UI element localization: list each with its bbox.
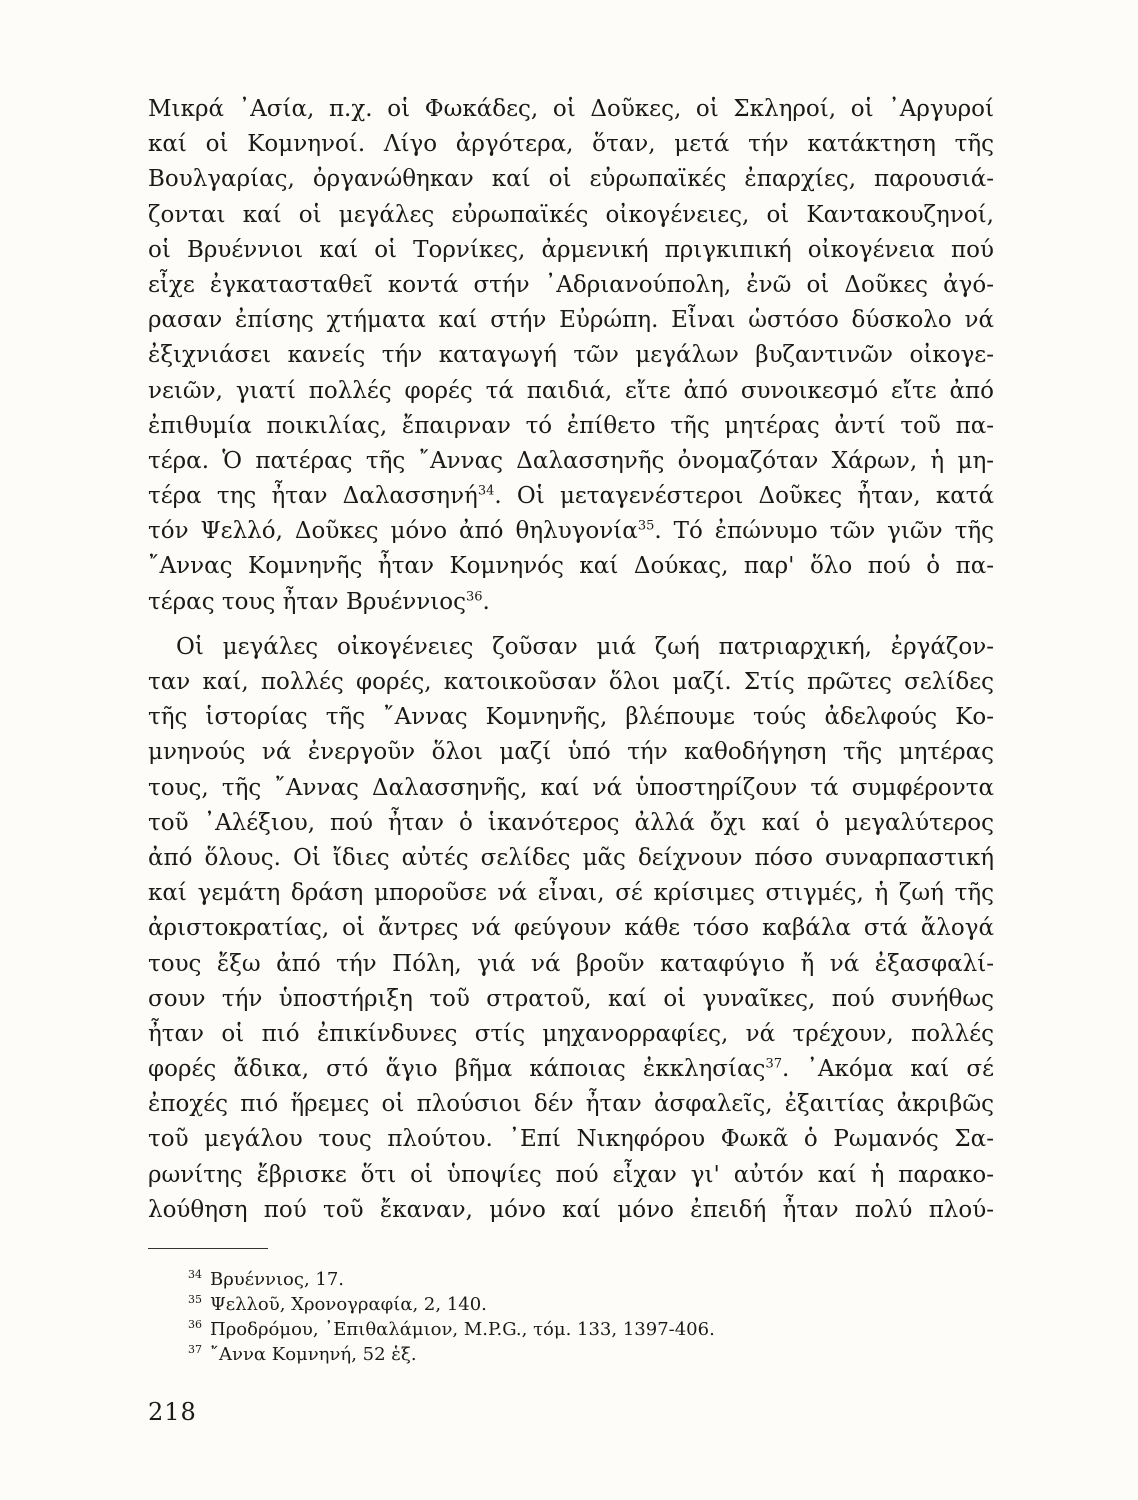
line-text: ἐποχές πιό ἥρεμες οἱ πλούσιοι δέν ἦταν ἀσφαλεῖς, ἐξαιτίας ἀκριβῶς: [148, 1091, 994, 1118]
text-line: [148, 947, 994, 982]
footnote-ref[interactable]: 37: [765, 1056, 782, 1072]
line-text: μνηνούς νά ἐνεργοῦν ὅλοι μαζί ὑπό τήν καθοδήγηση τῆς μητέρας: [148, 739, 994, 766]
text-line: [148, 735, 994, 770]
footnote-divider: [148, 1248, 268, 1249]
line-text-after-ref: . ᾿Ακόμα καί σέ: [781, 1056, 994, 1083]
text-line: [148, 338, 994, 373]
line-text-after-ref: . Οἱ μεταγενέστεροι Δοῦκες ἦταν, κατά: [494, 483, 994, 510]
line-text-after-ref: . Τό ἐπώνυμο τῶν γιῶν τῆς: [654, 518, 994, 545]
line-text: τους, τῆς ῎Αννας Δαλασσηνῆς, καί νά ὑποστηρίζουν τά συμφέροντα: [148, 774, 994, 801]
line-text: καί οἱ Κομνηνοί. Λίγο ἀργότερα, ὅταν, μετά τήν κατάκτηση τῆς: [148, 131, 994, 158]
line-text: ἐπιθυμία ποικιλίας, ἔπαιρναν τό ἐπίθετο τῆς μητέρας ἀντί τοῦ πα-: [148, 412, 994, 439]
text-line: [148, 1087, 994, 1122]
line-text: ἀπό ὅλους. Οἱ ἴδιες αὐτές σελίδες μᾶς δείχνουν πόσο συναρπαστική: [148, 844, 994, 871]
text-line: [148, 233, 994, 268]
text-line: [148, 127, 994, 162]
text-line: [148, 1193, 994, 1228]
line-text: ἀριστοκρατίας, οἱ ἄντρες νά φεύγουν κάθε τόσο καβάλα στά ἄλογά: [148, 915, 994, 942]
line-text: τῆς ἱστορίας τῆς ῎Αννας Κομνηνῆς, βλέπουμε τούς ἀδελφούς Κο-: [148, 704, 994, 731]
footnote-text: Ψελλοῦ, Χρονογραφία, 2, 140.: [210, 1294, 487, 1315]
line-text: εἶχε ἐγκατασταθεῖ κοντά στήν ᾿Αδριανούπολη, ἐνῶ οἱ Δοῦκες ἀγό-: [148, 271, 994, 298]
footnote: [188, 1312, 715, 1340]
footnote-ref[interactable]: 34: [477, 483, 495, 499]
footnote-ref[interactable]: 36: [466, 588, 483, 604]
line-text: τέρα. Ὁ πατέρας τῆς ῎Αννας Δαλασσηνῆς ὀνομαζόταν Χάρων, ἡ μη-: [148, 447, 994, 474]
line-text: τοῦ ᾿Αλέξιου, πού ἦταν ὁ ἱκανότερος ἀλλά ὄχι καί ὁ μεγαλύτερος: [148, 809, 994, 836]
text-line: [148, 479, 994, 514]
text-line: [148, 1122, 994, 1157]
text-line: [148, 911, 994, 946]
footnote-number: 37: [188, 1343, 202, 1356]
line-text: Βουλγαρίας, ὀργανώθηκαν καί οἱ εὐρωπαϊκές ἐπαρχίες, παρουσιά-: [148, 166, 994, 193]
line-text: τέρα της ἦταν Δαλασσηνή: [148, 483, 478, 510]
footnote: [188, 1287, 715, 1315]
footnote: [188, 1262, 715, 1290]
text-line: [148, 374, 994, 409]
line-text: τέρας τους ἦταν Βρυέννιος: [148, 588, 466, 615]
text-line: [148, 514, 994, 549]
text-line: [148, 630, 994, 665]
text-line: [148, 409, 994, 444]
line-text: ζονται καί οἱ μεγάλες εὐρωπαϊκές οἰκογένειες, οἱ Καντακουζηνοί,: [148, 201, 994, 228]
line-text: τοῦ μεγάλου τους πλούτου. ᾿Επί Νικηφόρου Φωκᾶ ὁ Ρωμανός Σα-: [148, 1126, 994, 1153]
text-line: [148, 303, 994, 338]
text-line: [148, 92, 994, 127]
footnote-text: Βρυέννιος, 17.: [210, 1269, 345, 1290]
footnote-number: 36: [188, 1318, 202, 1331]
text-line: [148, 444, 994, 479]
line-text: φορές ἄδικα, στό ἅγιο βῆμα κάποιας ἐκκλησίας: [148, 1056, 766, 1083]
text-line: [148, 549, 994, 584]
line-text: ρωνίτης ἔβρισκε ὅτι οἱ ὑποψίες πού εἶχαν γι' αὐτόν καί ἡ παρακο-: [148, 1161, 994, 1188]
paragraph-gap: [148, 620, 994, 630]
body-text: [148, 92, 994, 1228]
line-text: λούθηση πού τοῦ ἔκαναν, μόνο καί μόνο ἐπειδή ἦταν πολύ πλού-: [148, 1196, 994, 1223]
footnote-number: 35: [188, 1293, 202, 1306]
text-line: [148, 806, 994, 841]
line-text: ἐξιχνιάσει κανείς τήν καταγωγή τῶν μεγάλων βυζαντινῶν οἰκογε-: [148, 342, 994, 369]
footnote: [188, 1337, 715, 1365]
line-text: ῎Αννας Κομνηνῆς ἦταν Κομνηνός καί Δούκας, παρ' ὅλο πού ὁ πα-: [148, 553, 994, 580]
line-text: καί γεμάτη δράση μποροῦσε νά εἶναι, σέ κρίσιμες στιγμές, ἡ ζωή τῆς: [148, 880, 994, 907]
text-line: [148, 665, 994, 700]
line-text: νειῶν, γιατί πολλές φορές τά παιδιά, εἴτε ἀπό συνοικεσμό εἴτε ἀπό: [148, 377, 994, 404]
line-text: οἱ Βρυέννιοι καί οἱ Τορνίκες, ἀρμενική πριγκιπική οἰκογένεια πού: [148, 236, 994, 263]
line-text: ταν καί, πολλές φορές, κατοικοῦσαν ὅλοι μαζί. Στίς πρῶτες σελίδες: [148, 669, 994, 695]
line-text: τους ἔξω ἀπό τήν Πόλη, γιά νά βροῦν καταφύγιο ἤ νά ἐξασφαλί-: [148, 950, 994, 977]
text-line: [148, 841, 994, 876]
text-line: [148, 162, 994, 197]
text-line: [148, 982, 994, 1017]
line-text: Οἱ μεγάλες οἰκογένειες ζοῦσαν μιά ζωή πατριαρχική, ἐργάζον-: [176, 633, 994, 660]
footnote-ref[interactable]: 35: [637, 518, 655, 534]
text-line: [148, 1158, 994, 1193]
text-line: [148, 198, 994, 233]
line-text: σουν τήν ὑποστήριξη τοῦ στρατοῦ, καί οἱ γυναῖκες, πού συνήθως: [148, 985, 994, 1012]
line-text: ἦταν οἱ πιό ἐπικίνδυνες στίς μηχανορραφίες, νά τρέχουν, πολλές: [148, 1020, 994, 1047]
footnotes: [188, 1262, 715, 1365]
text-line: [148, 585, 994, 620]
footnote-number: 34: [188, 1268, 202, 1281]
line-text-after-ref: .: [482, 588, 490, 615]
footnote-text: ῎Αννα Κομνηνή, 52 ἑξ.: [210, 1344, 417, 1365]
line-text: Μικρά ᾿Ασία, π.χ. οἱ Φωκάδες, οἱ Δοῦκες, οἱ Σκληροί, οἱ ᾿Αργυροί: [148, 96, 994, 122]
text-line: [148, 1052, 994, 1087]
line-text: ρασαν ἐπίσης χτήματα καί στήν Εὐρώπη. Εἶναι ὡστόσο δύσκολο νά: [148, 307, 994, 334]
line-text: τόν Ψελλό, Δοῦκες μόνο ἀπό θηλυγονία: [148, 518, 638, 545]
text-line: [148, 1017, 994, 1052]
text-line: [148, 700, 994, 735]
text-line: [148, 268, 994, 303]
text-line: [148, 876, 994, 911]
page-number: 218: [148, 1398, 197, 1426]
text-line: [148, 771, 994, 806]
footnote-text: Προδρόμου, ᾿Επιθαλάμιον, M.P.G., τόμ. 133, 1397-406.: [210, 1319, 715, 1340]
